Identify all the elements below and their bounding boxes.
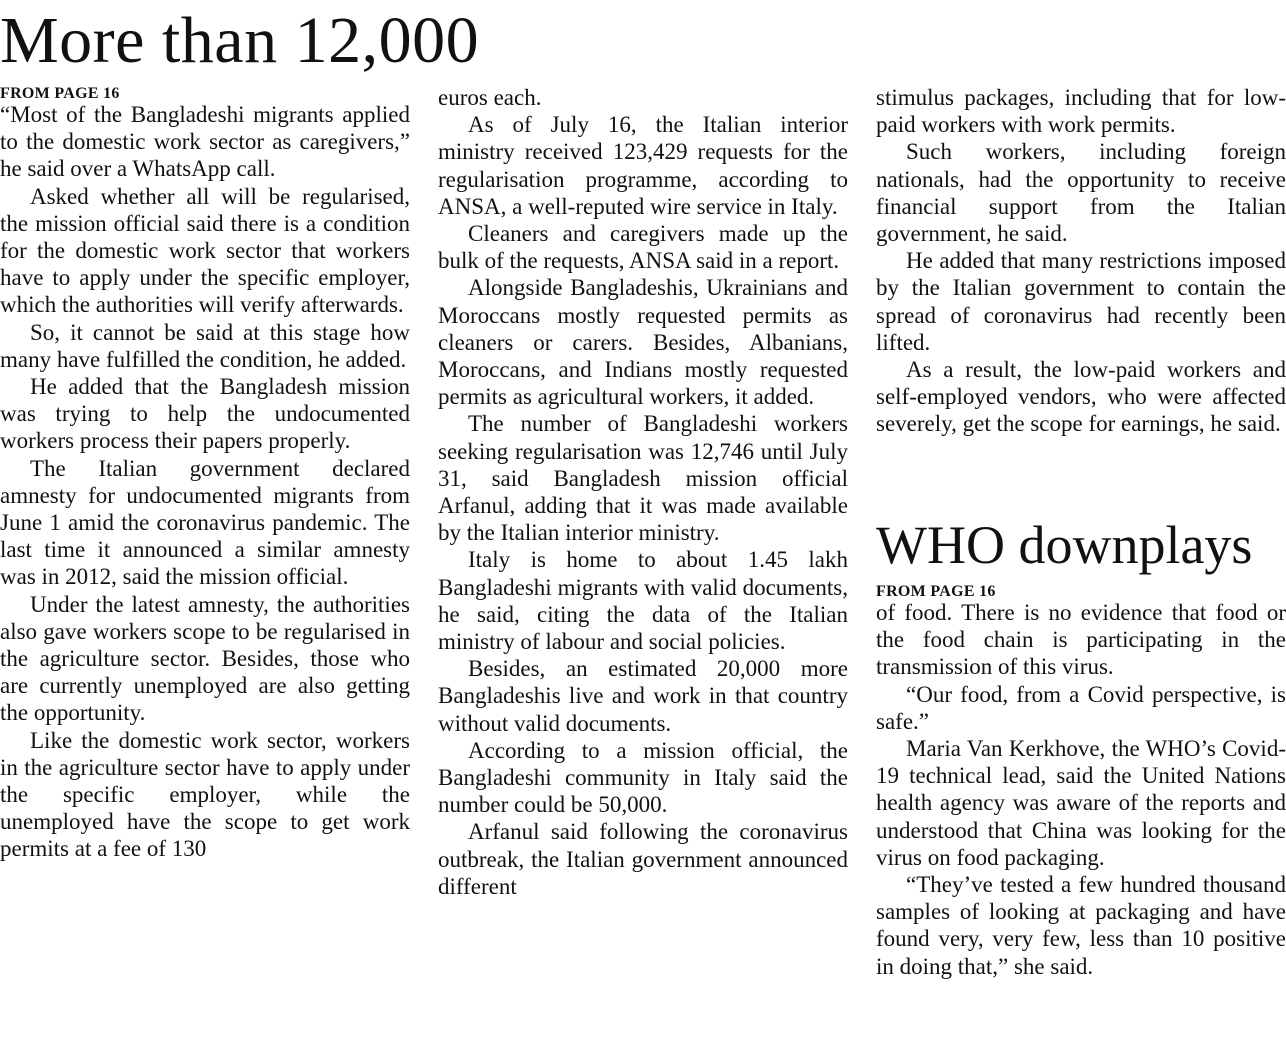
paragraph: Alongside Bangladeshis, Ukrainians and Moroccans mostly requested permits as cleaners or carers. Besides, Albanians, Moroccans, and Indians mostly requested permits as agricultural workers, it added. xyxy=(438,275,848,410)
story1-headline: More than 12,000 xyxy=(0,4,480,77)
paragraph: Arfanul said following the coronavirus outbreak, the Italian government announced different xyxy=(438,819,848,899)
paragraph: Under the latest amnesty, the authorities also gave workers scope to be regularised in the agriculture sector. Besides, those who are currently unemployed are also getting the opportunity. xyxy=(0,591,410,726)
paragraph: He added that the Bangladesh mission was trying to help the undocumented workers process their papers properly. xyxy=(0,374,410,454)
paragraph: As of July 16, the Italian interior ministry received 123,429 requests for the regularisation programme, according to ANSA, a well-reputed wire service in Italy. xyxy=(438,112,848,219)
paragraph-continued: of food. There is no evidence that food or the food chain is participating in the transmission of this virus. xyxy=(876,600,1286,680)
paragraph-continued: euros each. xyxy=(438,85,542,110)
paragraph: The number of Bangladeshi workers seeking regularisation was 12,746 until July 31, said Bangladesh mission official Arfanul, adding that it was made available by the Italian interior ministry. xyxy=(438,411,848,546)
paragraph: Italy is home to about 1.45 lakh Bangladeshi migrants with valid documents, he said, citing the data of the Italian ministry of labour and social policies. xyxy=(438,547,848,655)
paragraph: The Italian government declared amnesty for undocumented migrants from June 1 amid the coronavirus pandemic. The last time it announced a similar amnesty was in 2012, said the mission official. xyxy=(0,455,410,590)
story2-column xyxy=(876,582,1286,980)
paragraph: Cleaners and caregivers made up the bulk of the requests, ANSA said in a report. xyxy=(438,221,848,274)
paragraph: So, it cannot be said at this stage how many have fulfilled the condition, he added. xyxy=(0,319,410,372)
story2-headline: WHO downplays xyxy=(876,515,1253,575)
paragraph: According to a mission official, the Bangladeshi community in Italy said the number could be 50,000. xyxy=(438,737,848,818)
paragraph: “They’ve tested a few hundred thousand samples of looking at packaging and have found very, very few, less than 10 positive in doing that,” she said. xyxy=(876,872,1286,979)
paragraph: Asked whether all will be regularised, the mission official said there is a condition for the domestic work sector that workers have to apply under the specific employer, which the authorities will verify afterwards. xyxy=(0,183,410,318)
paragraph: “Our food, from a Covid perspective, is safe.” xyxy=(876,681,1286,734)
paragraph: Such workers, including foreign nationals, had the opportunity to receive financial support from the Italian government, he said. xyxy=(876,139,1286,247)
story1-column-3 xyxy=(876,84,1286,438)
paragraph: “Most of the Bangladeshi migrants applied to the domestic work sector as caregivers,” he said over a WhatsApp call. xyxy=(0,102,410,182)
paragraph: Besides, an estimated 20,000 more Bangladeshis live and work in that country without valid documents. xyxy=(438,656,848,736)
story1-byline: FROM PAGE 16 xyxy=(0,85,120,102)
paragraph-continued: stimulus packages, including that for low-paid workers with work permits. xyxy=(876,85,1286,138)
paragraph: Like the domestic work sector, workers in the agriculture sector have to apply under the specific employer, while the unemployed have the scope to get work permits at a fee of 130 xyxy=(0,727,410,862)
paragraph: As a result, the low-paid workers and self-employed vendors, who were affected severely, get the scope for earnings, he said. xyxy=(876,357,1286,437)
story2-byline: FROM PAGE 16 xyxy=(876,583,996,600)
story1-column-1 xyxy=(0,84,410,863)
paragraph: Maria Van Kerkhove, the WHO’s Covid-19 technical lead, said the United Nations health agency was aware of the reports and understood that China was looking for the virus on food packaging. xyxy=(876,736,1286,870)
paragraph: He added that many restrictions imposed by the Italian government to contain the spread of coronavirus had recently been lifted. xyxy=(876,248,1286,355)
story1-column-2 xyxy=(438,84,848,900)
